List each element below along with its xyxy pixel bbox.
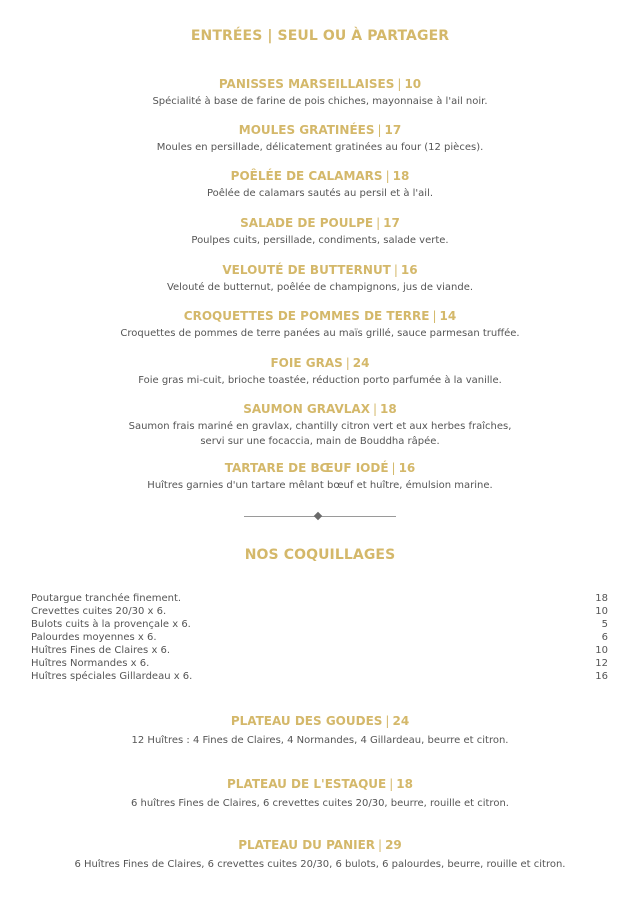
dish-title: FOIE GRAS <box>270 356 343 370</box>
plateau-price: 24 <box>392 714 410 728</box>
price-separator: | <box>378 838 383 852</box>
plateau-name <box>0 776 640 792</box>
plateau-price: 18 <box>396 777 413 791</box>
dish-price: 18 <box>380 402 397 416</box>
dish-name <box>0 401 640 417</box>
dish-name <box>0 460 640 476</box>
price-separator: | <box>372 402 378 416</box>
list-item <box>31 631 608 644</box>
dish-title: SAUMON GRAVLAX <box>243 402 370 416</box>
dish-price: 16 <box>398 461 416 475</box>
dish-item <box>0 355 640 388</box>
dish-name <box>0 355 640 371</box>
plateau-title: PLATEAU DU PANIER <box>238 838 376 852</box>
dish-item <box>0 401 640 449</box>
shell-price: 5 <box>601 619 608 630</box>
price-separator: | <box>385 714 390 728</box>
dish-title: CROQUETTES DE POMMES DE TERRE <box>183 309 430 323</box>
dish-name <box>0 215 640 231</box>
dish-name <box>0 76 640 92</box>
dish-price: 16 <box>400 263 418 277</box>
dish-description: Croquettes de pommes de terre panées au maïs grillé, sauce parmesan truffée. <box>120 328 520 339</box>
shell-name: Huîtres spéciales Gillardeau x 6. <box>31 671 193 682</box>
price-separator: | <box>397 77 402 91</box>
dish-item <box>0 262 640 295</box>
dish-item <box>0 215 640 248</box>
dish-description: Moules en persillade, délicatement gratinées au four (12 pièces). <box>156 142 484 153</box>
dish-price: 24 <box>352 356 370 370</box>
list-item <box>31 657 608 670</box>
dish-title: MOULES GRATINÉES <box>238 123 375 137</box>
dish-name <box>0 122 640 138</box>
plateau-item <box>0 837 640 872</box>
dish-title: TARTARE DE BŒUF IODÉ <box>224 461 389 475</box>
plateau-title: PLATEAU DE L'ESTAQUE <box>227 777 387 791</box>
list-item <box>31 605 608 618</box>
dish-description: Poulpes cuits, persillade, condiments, salade verte. <box>191 235 449 246</box>
plateau-item <box>0 776 640 811</box>
shell-price: 6 <box>601 632 608 643</box>
dish-title: POÊLÉE DE CALAMARS <box>230 169 383 183</box>
price-separator: | <box>345 356 350 370</box>
price-separator: | <box>393 263 398 277</box>
shell-name: Bulots cuits à la provençale x 6. <box>31 619 191 630</box>
shell-price: 10 <box>595 645 608 656</box>
dish-name <box>0 168 640 184</box>
list-item <box>31 644 608 657</box>
dish-description: servi sur une focaccia, main de Bouddha râpée. <box>200 436 440 447</box>
plateau-name <box>0 713 640 729</box>
dish-item <box>0 122 640 155</box>
dish-title: PANISSES MARSEILLAISES <box>218 77 395 91</box>
shell-name: Poutargue tranchée finement. <box>31 593 182 604</box>
plateau-price: 29 <box>385 838 402 852</box>
plateau-item <box>0 713 640 748</box>
dish-price: 17 <box>383 216 400 230</box>
plateau-description: 6 Huîtres Fines de Claires, 6 crevettes cuites 20/30, 6 bulots, 6 palourdes, beurre, rouille et citron. <box>74 859 566 870</box>
shell-price: 10 <box>595 606 608 617</box>
plateau-title: PLATEAU DES GOUDES <box>230 714 383 728</box>
plateau-name <box>0 837 640 853</box>
plateau-description: 6 huîtres Fines de Claires, 6 crevettes cuites 20/30, beurre, rouille et citron. <box>131 798 509 809</box>
shell-name: Palourdes moyennes x 6. <box>31 632 157 643</box>
shell-price: 18 <box>595 593 608 604</box>
list-item <box>31 592 608 605</box>
dish-description: Velouté de butternut, poêlée de champignons, jus de viande. <box>166 282 474 293</box>
dish-price: 17 <box>384 123 402 137</box>
dish-item <box>0 308 640 341</box>
dish-price: 14 <box>439 309 457 323</box>
dish-description: Foie gras mi-cuit, brioche toastée, réduction porto parfumée à la vanille. <box>138 375 502 386</box>
dish-title: SALADE DE POULPE <box>240 216 374 230</box>
dish-description: Spécialité à base de farine de pois chiches, mayonnaise à l'ail noir. <box>152 96 488 107</box>
coquillages-list <box>31 592 608 683</box>
dish-title: VELOUTÉ DE BUTTERNUT <box>222 263 391 277</box>
dish-price: 10 <box>404 77 422 91</box>
price-separator: | <box>376 216 381 230</box>
dish-item <box>0 168 640 201</box>
shell-price: 16 <box>595 671 608 682</box>
coquillages-section-title: NOS COQUILLAGES <box>244 547 396 563</box>
shell-name: Huîtres Fines de Claires x 6. <box>31 645 171 656</box>
dish-name <box>0 262 640 278</box>
dish-description: Huîtres garnies d'un tartare mêlant bœuf et huître, émulsion marine. <box>147 480 493 491</box>
price-separator: | <box>377 123 382 137</box>
shell-name: Crevettes cuites 20/30 x 6. <box>31 606 167 617</box>
dish-item <box>0 460 640 493</box>
price-separator: | <box>385 169 390 183</box>
dish-price: 18 <box>392 169 410 183</box>
list-item <box>31 618 608 631</box>
dish-name <box>0 308 640 324</box>
shell-name: Huîtres Normandes x 6. <box>31 658 150 669</box>
price-separator: | <box>432 309 437 323</box>
divider-diamond-icon <box>314 512 322 520</box>
price-separator: | <box>389 777 394 791</box>
list-item <box>31 670 608 683</box>
dish-description: Saumon frais mariné en gravlax, chantilly citron vert et aux herbes fraîches, <box>128 421 512 432</box>
dish-item <box>0 76 640 109</box>
shell-price: 12 <box>595 658 608 669</box>
entrees-section-title: ENTRÉES | SEUL OU À PARTAGER <box>190 28 450 44</box>
price-separator: | <box>391 461 396 475</box>
dish-description: Poêlée de calamars sautés au persil et à l'ail. <box>206 188 434 199</box>
plateau-description: 12 Huîtres : 4 Fines de Claires, 4 Normandes, 4 Gillardeau, beurre et citron. <box>131 735 509 746</box>
